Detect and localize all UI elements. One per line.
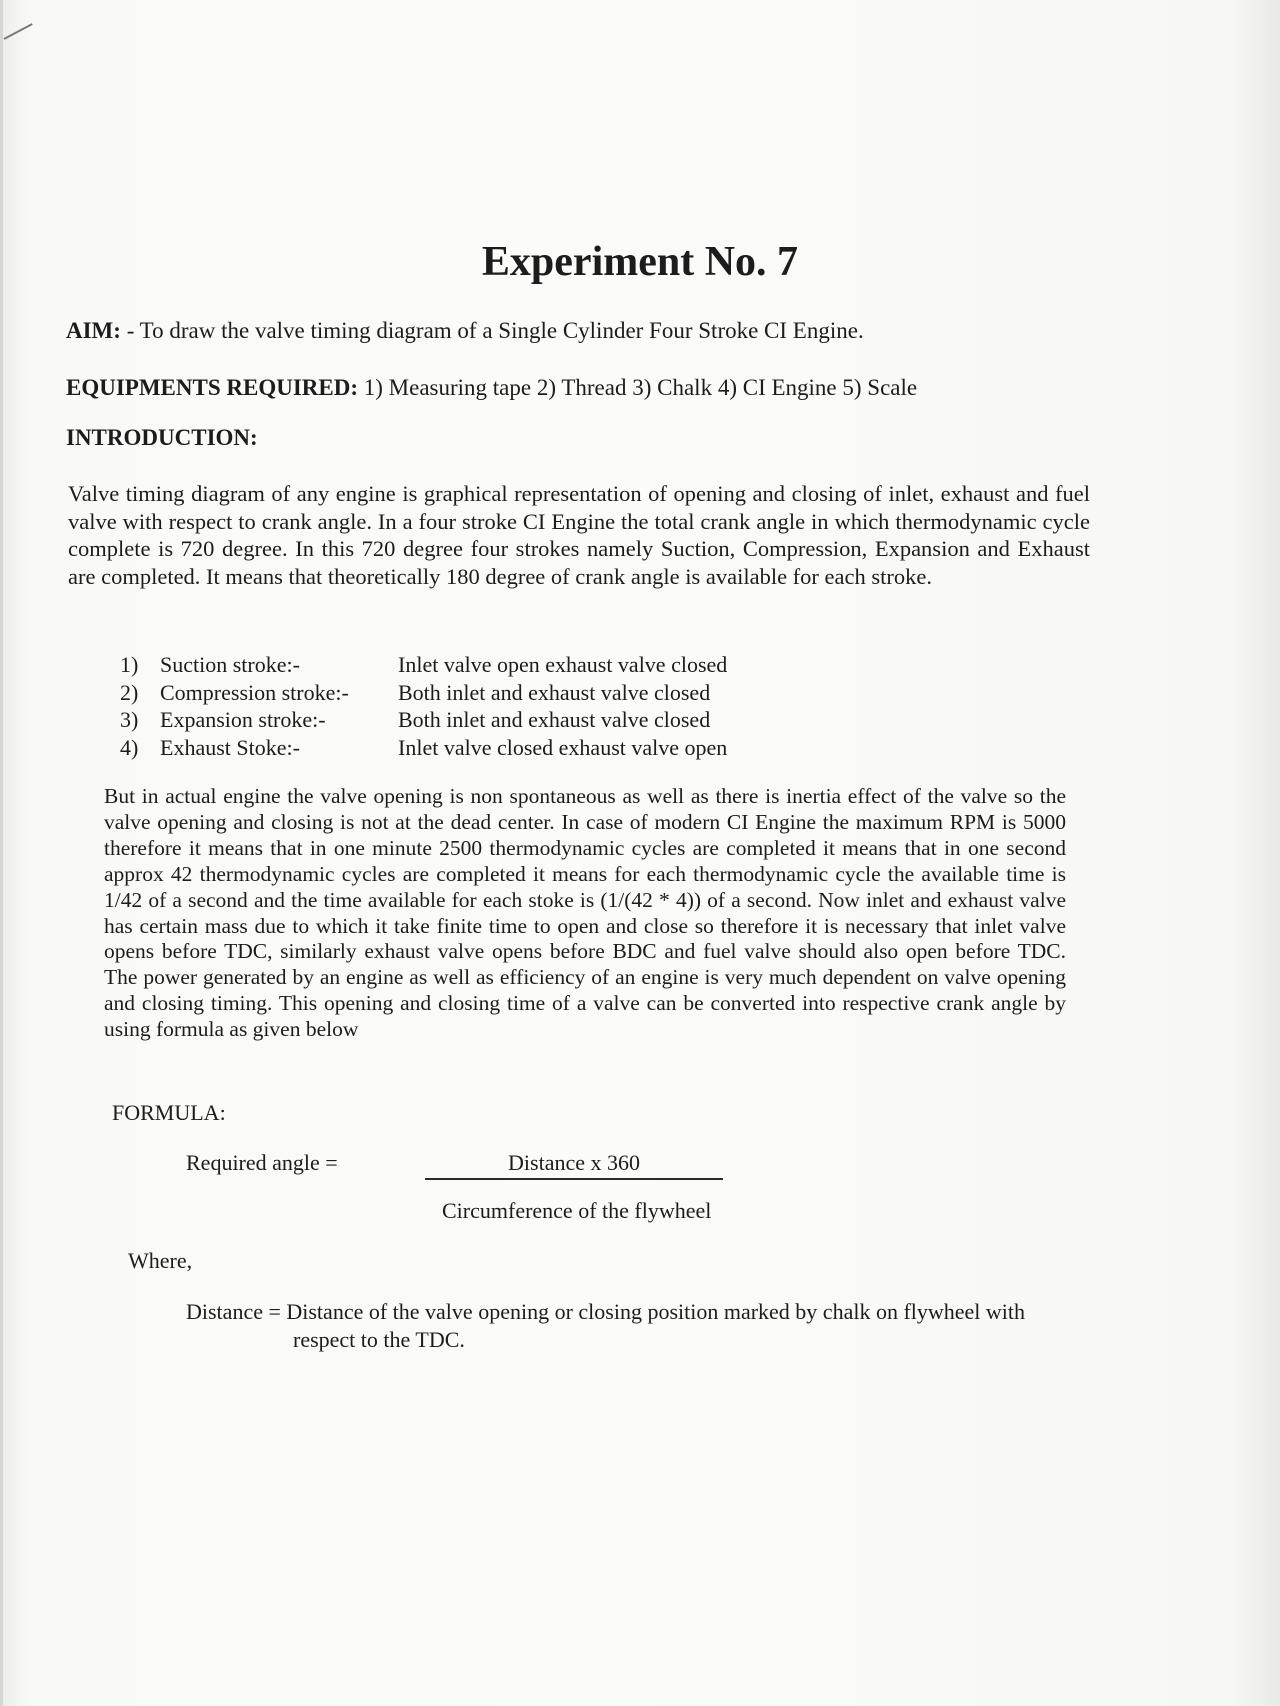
stroke-name: Expansion stroke:- [160, 707, 326, 732]
introduction-paragraph-1: Valve timing diagram of any engine is graphical representation of opening and closing of inlet, exhaust and fuel valve with respect to crank angle. In a four stroke CI Engine the total crank angle in which thermodynamic cycle complete is 720 degree. In this 720 degree four strokes namely Suction, Compression, Expansion and Exhaust are completed. It means that theoretically 180 degree of crank angle is available for each stroke. [68, 481, 1090, 589]
stroke-number: 3) [120, 707, 139, 732]
distance-definition [186, 1298, 1066, 1354]
pencil-tick-mark [4, 23, 33, 40]
stroke-name: Compression stroke:- [160, 679, 349, 705]
formula-lhs: Required angle = [186, 1150, 338, 1175]
stroke-description: Both inlet and exhaust valve closed [398, 707, 711, 732]
stroke-list [120, 652, 820, 762]
stroke-description: Inlet valve closed exhaust valve open [398, 734, 728, 760]
stroke-number: 2) [120, 679, 139, 705]
stroke-description: Both inlet and exhaust valve closed [398, 679, 711, 705]
distance-definition-line-1: Distance = Distance of the valve opening or closing position marked by chalk on flywheel with [186, 1299, 1026, 1324]
stroke-name: Suction stroke:- [160, 652, 300, 677]
equipments-label: EQUIPMENTS REQUIRED: [66, 375, 359, 400]
experiment-title: Experiment No. 7 [481, 239, 799, 285]
stroke-number: 1) [120, 652, 139, 677]
equipments-line [66, 375, 917, 401]
stroke-name: Exhaust Stoke:- [160, 734, 300, 760]
stroke-number: 4) [120, 734, 139, 760]
introduction-heading: INTRODUCTION: [66, 425, 258, 450]
stroke-item [120, 735, 820, 763]
formula-numerator: Distance x 360 [425, 1150, 723, 1180]
introduction-paragraph-2: But in actual engine the valve opening is non spontaneous as well as there is inertia effect of the valve so the valve opening and closing is not at the dead center. In case of modern CI Engine the maximum RPM is 5000 therefore it means that in one minute 2500 thermodynamic cycles are completed it means that in one second approx 42 thermodynamic cycles are completed it means for each thermodynamic cycle the available time is 1/42 of a second and the time available for each stoke is (1/(42 * 4)) of a second. Now inlet and exhaust valve has certain mass due to which it take finite time to open and close so therefore it is necessary that inlet valve opens before TDC, similarly exhaust valve opens before BDC and fuel valve should also open before TDC. The power generated by an engine as well as efficiency of an engine is very much dependent on valve opening and closing timing. This opening and closing time of a valve can be converted into respective crank angle by using formula as given below [104, 784, 1066, 1042]
aim-line [66, 318, 864, 344]
equipments-text: 1) Measuring tape 2) Thread 3) Chalk 4) CI Engine 5) Scale [358, 375, 918, 400]
aim-text: - To draw the valve timing diagram of a Single Cylinder Four Stroke CI Engine. [120, 318, 864, 343]
aim-label: AIM: [66, 318, 121, 343]
distance-definition-line-2: respect to the TDC. [293, 1327, 465, 1352]
stroke-item [120, 680, 820, 708]
where-label: Where, [128, 1248, 193, 1273]
formula-heading: FORMULA: [112, 1100, 226, 1125]
stroke-item [120, 707, 820, 735]
formula-denominator: Circumference of the flywheel [442, 1198, 712, 1223]
stroke-item [120, 652, 820, 680]
stroke-description: Inlet valve open exhaust valve closed [398, 652, 728, 677]
